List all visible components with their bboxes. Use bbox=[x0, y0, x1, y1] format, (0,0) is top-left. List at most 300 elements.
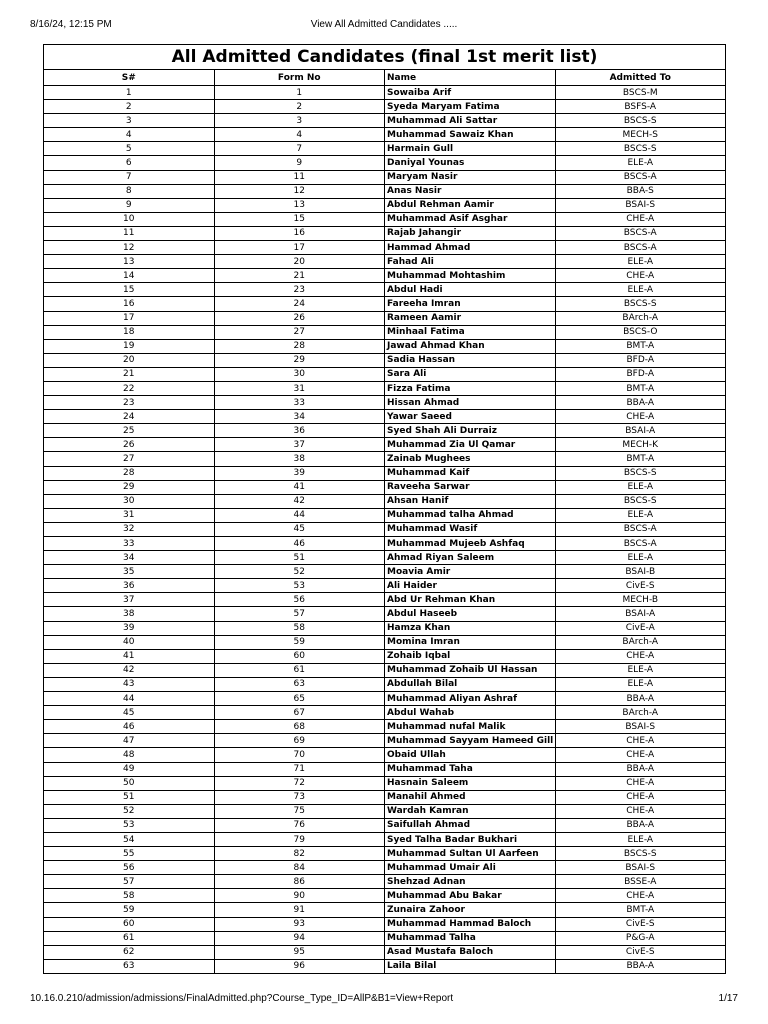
table-row bbox=[44, 959, 726, 973]
serial-cell: 42 bbox=[44, 663, 215, 677]
form-no-cell: 16 bbox=[214, 226, 385, 240]
serial-cell: 10 bbox=[44, 212, 215, 226]
column-header-serial: S# bbox=[44, 70, 215, 86]
table-row bbox=[44, 706, 726, 720]
table-body bbox=[44, 86, 726, 974]
form-no-cell: 76 bbox=[214, 818, 385, 832]
name-cell: Sara Ali bbox=[385, 367, 556, 381]
form-no-cell: 4 bbox=[214, 128, 385, 142]
serial-cell: 60 bbox=[44, 917, 215, 931]
admitted-to-cell: ELE-A bbox=[555, 663, 726, 677]
table-row bbox=[44, 762, 726, 776]
admitted-to-cell: BBA-A bbox=[555, 692, 726, 706]
name-cell: Maryam Nasir bbox=[385, 170, 556, 184]
admitted-to-cell: CHE-A bbox=[555, 734, 726, 748]
name-cell: Rameen Aamir bbox=[385, 311, 556, 325]
column-header-form-no: Form No bbox=[214, 70, 385, 86]
table-row bbox=[44, 565, 726, 579]
table-row bbox=[44, 508, 726, 522]
table-row bbox=[44, 861, 726, 875]
name-cell: Ahsan Hanif bbox=[385, 494, 556, 508]
serial-cell: 7 bbox=[44, 170, 215, 184]
table-row bbox=[44, 649, 726, 663]
name-cell: Daniyal Younas bbox=[385, 156, 556, 170]
admitted-to-cell: ELE-A bbox=[555, 255, 726, 269]
admitted-to-cell: BBA-A bbox=[555, 818, 726, 832]
name-cell: Muhammad Umair Ali bbox=[385, 861, 556, 875]
name-cell: Fizza Fatima bbox=[385, 381, 556, 395]
form-no-cell: 24 bbox=[214, 297, 385, 311]
serial-cell: 37 bbox=[44, 593, 215, 607]
column-header-admitted-to: Admitted To bbox=[555, 70, 726, 86]
table-row bbox=[44, 818, 726, 832]
form-no-cell: 75 bbox=[214, 804, 385, 818]
serial-cell: 28 bbox=[44, 466, 215, 480]
name-cell: Abdul Haseeb bbox=[385, 607, 556, 621]
table-row bbox=[44, 790, 726, 804]
admitted-to-cell: CHE-A bbox=[555, 212, 726, 226]
name-cell: Muhammad talha Ahmad bbox=[385, 508, 556, 522]
form-no-cell: 93 bbox=[214, 917, 385, 931]
admitted-to-cell: BFD-A bbox=[555, 367, 726, 381]
admitted-to-cell: BSCS-S bbox=[555, 466, 726, 480]
serial-cell: 5 bbox=[44, 142, 215, 156]
admitted-candidates-report bbox=[43, 44, 726, 974]
admitted-to-cell: CHE-A bbox=[555, 804, 726, 818]
table-row bbox=[44, 931, 726, 945]
name-cell: Syeda Maryam Fatima bbox=[385, 100, 556, 114]
form-no-cell: 34 bbox=[214, 410, 385, 424]
table-row bbox=[44, 170, 726, 184]
form-no-cell: 2 bbox=[214, 100, 385, 114]
serial-cell: 56 bbox=[44, 861, 215, 875]
name-cell: Fahad Ali bbox=[385, 255, 556, 269]
form-no-cell: 21 bbox=[214, 269, 385, 283]
name-cell: Anas Nasir bbox=[385, 184, 556, 198]
admitted-to-cell: BSAI-A bbox=[555, 424, 726, 438]
table-row bbox=[44, 551, 726, 565]
form-no-cell: 58 bbox=[214, 621, 385, 635]
form-no-cell: 3 bbox=[214, 114, 385, 128]
admitted-to-cell: CHE-A bbox=[555, 410, 726, 424]
name-cell: Shehzad Adnan bbox=[385, 875, 556, 889]
serial-cell: 41 bbox=[44, 649, 215, 663]
table-row bbox=[44, 156, 726, 170]
form-no-cell: 63 bbox=[214, 677, 385, 691]
serial-cell: 8 bbox=[44, 184, 215, 198]
serial-cell: 2 bbox=[44, 100, 215, 114]
table-row bbox=[44, 226, 726, 240]
admitted-to-cell: BArch-A bbox=[555, 635, 726, 649]
table-row bbox=[44, 311, 726, 325]
form-no-cell: 23 bbox=[214, 283, 385, 297]
serial-cell: 38 bbox=[44, 607, 215, 621]
candidates-table bbox=[43, 44, 726, 974]
admitted-to-cell: MECH-B bbox=[555, 593, 726, 607]
admitted-to-cell: BSAI-S bbox=[555, 861, 726, 875]
admitted-to-cell: ELE-A bbox=[555, 832, 726, 846]
form-no-cell: 11 bbox=[214, 170, 385, 184]
serial-cell: 9 bbox=[44, 198, 215, 212]
table-row bbox=[44, 494, 726, 508]
serial-cell: 29 bbox=[44, 480, 215, 494]
name-cell: Fareeha Imran bbox=[385, 297, 556, 311]
form-no-cell: 68 bbox=[214, 720, 385, 734]
admitted-to-cell: CHE-A bbox=[555, 649, 726, 663]
serial-cell: 4 bbox=[44, 128, 215, 142]
table-row bbox=[44, 339, 726, 353]
admitted-to-cell: BSAI-S bbox=[555, 720, 726, 734]
form-no-cell: 65 bbox=[214, 692, 385, 706]
name-cell: Muhammad Wasif bbox=[385, 522, 556, 536]
table-row bbox=[44, 283, 726, 297]
serial-cell: 59 bbox=[44, 903, 215, 917]
admitted-to-cell: ELE-A bbox=[555, 156, 726, 170]
table-row bbox=[44, 367, 726, 381]
admitted-to-cell: BBA-S bbox=[555, 184, 726, 198]
name-cell: Abdullah Bilal bbox=[385, 677, 556, 691]
form-no-cell: 33 bbox=[214, 396, 385, 410]
serial-cell: 61 bbox=[44, 931, 215, 945]
form-no-cell: 37 bbox=[214, 438, 385, 452]
admitted-to-cell: BSCS-S bbox=[555, 847, 726, 861]
serial-cell: 15 bbox=[44, 283, 215, 297]
table-row bbox=[44, 184, 726, 198]
table-row bbox=[44, 410, 726, 424]
serial-cell: 62 bbox=[44, 945, 215, 959]
admitted-to-cell: BSCS-S bbox=[555, 297, 726, 311]
name-cell: Muhammad Sawaiz Khan bbox=[385, 128, 556, 142]
name-cell: Muhammad Kaif bbox=[385, 466, 556, 480]
table-row bbox=[44, 875, 726, 889]
admitted-to-cell: BSCS-A bbox=[555, 241, 726, 255]
table-row bbox=[44, 593, 726, 607]
form-no-cell: 39 bbox=[214, 466, 385, 480]
admitted-to-cell: BSCS-A bbox=[555, 522, 726, 536]
table-row bbox=[44, 128, 726, 142]
form-no-cell: 70 bbox=[214, 748, 385, 762]
admitted-to-cell: CHE-A bbox=[555, 748, 726, 762]
admitted-to-cell: CivE-S bbox=[555, 917, 726, 931]
admitted-to-cell: BMT-A bbox=[555, 381, 726, 395]
name-cell: Zunaira Zahoor bbox=[385, 903, 556, 917]
table-row bbox=[44, 903, 726, 917]
admitted-to-cell: BArch-A bbox=[555, 706, 726, 720]
serial-cell: 20 bbox=[44, 353, 215, 367]
name-cell: Abdul Hadi bbox=[385, 283, 556, 297]
form-no-cell: 17 bbox=[214, 241, 385, 255]
serial-cell: 43 bbox=[44, 677, 215, 691]
name-cell: Muhammad Zohaib Ul Hassan bbox=[385, 663, 556, 677]
form-no-cell: 20 bbox=[214, 255, 385, 269]
admitted-to-cell: BBA-A bbox=[555, 762, 726, 776]
admitted-to-cell: BMT-A bbox=[555, 452, 726, 466]
print-datetime: 8/16/24, 12:15 PM bbox=[30, 19, 112, 30]
form-no-cell: 84 bbox=[214, 861, 385, 875]
form-no-cell: 51 bbox=[214, 551, 385, 565]
admitted-to-cell: BBA-A bbox=[555, 959, 726, 973]
form-no-cell: 42 bbox=[214, 494, 385, 508]
form-no-cell: 9 bbox=[214, 156, 385, 170]
admitted-to-cell: BMT-A bbox=[555, 339, 726, 353]
name-cell: Ahmad Riyan Saleem bbox=[385, 551, 556, 565]
form-no-cell: 59 bbox=[214, 635, 385, 649]
serial-cell: 13 bbox=[44, 255, 215, 269]
name-cell: Hammad Ahmad bbox=[385, 241, 556, 255]
serial-cell: 12 bbox=[44, 241, 215, 255]
admitted-to-cell: BBA-A bbox=[555, 396, 726, 410]
admitted-to-cell: BFD-A bbox=[555, 353, 726, 367]
admitted-to-cell: ELE-A bbox=[555, 508, 726, 522]
serial-cell: 55 bbox=[44, 847, 215, 861]
serial-cell: 54 bbox=[44, 832, 215, 846]
table-row bbox=[44, 114, 726, 128]
form-no-cell: 94 bbox=[214, 931, 385, 945]
form-no-cell: 73 bbox=[214, 790, 385, 804]
table-row bbox=[44, 522, 726, 536]
table-row bbox=[44, 734, 726, 748]
form-no-cell: 53 bbox=[214, 579, 385, 593]
admitted-to-cell: BArch-A bbox=[555, 311, 726, 325]
page-number: 1/17 bbox=[718, 993, 738, 1004]
serial-cell: 52 bbox=[44, 804, 215, 818]
serial-cell: 27 bbox=[44, 452, 215, 466]
form-no-cell: 15 bbox=[214, 212, 385, 226]
serial-cell: 40 bbox=[44, 635, 215, 649]
form-no-cell: 1 bbox=[214, 86, 385, 100]
admitted-to-cell: BSAI-A bbox=[555, 607, 726, 621]
name-cell: Sadia Hassan bbox=[385, 353, 556, 367]
admitted-to-cell: P&G-A bbox=[555, 931, 726, 945]
table-row bbox=[44, 241, 726, 255]
serial-cell: 45 bbox=[44, 706, 215, 720]
print-header bbox=[0, 19, 768, 33]
name-cell: Asad Mustafa Baloch bbox=[385, 945, 556, 959]
name-cell: Moavia Amir bbox=[385, 565, 556, 579]
table-row bbox=[44, 438, 726, 452]
table-row bbox=[44, 804, 726, 818]
serial-cell: 21 bbox=[44, 367, 215, 381]
column-header-name: Name bbox=[385, 70, 556, 86]
form-no-cell: 38 bbox=[214, 452, 385, 466]
name-cell: Muhammad Sayyam Hameed Gill bbox=[385, 734, 556, 748]
name-cell: Muhammad Ali Sattar bbox=[385, 114, 556, 128]
form-no-cell: 56 bbox=[214, 593, 385, 607]
table-header-row bbox=[44, 70, 726, 86]
serial-cell: 30 bbox=[44, 494, 215, 508]
form-no-cell: 13 bbox=[214, 198, 385, 212]
form-no-cell: 60 bbox=[214, 649, 385, 663]
name-cell: Muhammad Mujeeb Ashfaq bbox=[385, 537, 556, 551]
table-row bbox=[44, 889, 726, 903]
admitted-to-cell: ELE-A bbox=[555, 283, 726, 297]
table-row bbox=[44, 748, 726, 762]
admitted-to-cell: CHE-A bbox=[555, 776, 726, 790]
serial-cell: 58 bbox=[44, 889, 215, 903]
name-cell: Wardah Kamran bbox=[385, 804, 556, 818]
name-cell: Muhammad Aliyan Ashraf bbox=[385, 692, 556, 706]
form-no-cell: 36 bbox=[214, 424, 385, 438]
admitted-to-cell: BSCS-S bbox=[555, 114, 726, 128]
admitted-to-cell: MECH-K bbox=[555, 438, 726, 452]
admitted-to-cell: CHE-A bbox=[555, 790, 726, 804]
admitted-to-cell: CivE-S bbox=[555, 945, 726, 959]
table-row bbox=[44, 607, 726, 621]
name-cell: Raveeha Sarwar bbox=[385, 480, 556, 494]
table-row bbox=[44, 381, 726, 395]
table-row bbox=[44, 945, 726, 959]
serial-cell: 16 bbox=[44, 297, 215, 311]
serial-cell: 49 bbox=[44, 762, 215, 776]
admitted-to-cell: CivE-S bbox=[555, 579, 726, 593]
admitted-to-cell: ELE-A bbox=[555, 551, 726, 565]
admitted-to-cell: BSCS-O bbox=[555, 325, 726, 339]
form-no-cell: 72 bbox=[214, 776, 385, 790]
serial-cell: 46 bbox=[44, 720, 215, 734]
name-cell: Obaid Ullah bbox=[385, 748, 556, 762]
admitted-to-cell: BMT-A bbox=[555, 903, 726, 917]
name-cell: Muhammad Mohtashim bbox=[385, 269, 556, 283]
table-row bbox=[44, 776, 726, 790]
name-cell: Manahil Ahmed bbox=[385, 790, 556, 804]
serial-cell: 44 bbox=[44, 692, 215, 706]
table-row bbox=[44, 142, 726, 156]
print-page-title: View All Admitted Candidates ..... bbox=[310, 19, 458, 30]
serial-cell: 22 bbox=[44, 381, 215, 395]
table-row bbox=[44, 635, 726, 649]
serial-cell: 48 bbox=[44, 748, 215, 762]
form-no-cell: 45 bbox=[214, 522, 385, 536]
name-cell: Muhammad Sultan Ul Aarfeen bbox=[385, 847, 556, 861]
form-no-cell: 69 bbox=[214, 734, 385, 748]
name-cell: Harmain Gull bbox=[385, 142, 556, 156]
serial-cell: 50 bbox=[44, 776, 215, 790]
form-no-cell: 71 bbox=[214, 762, 385, 776]
table-row bbox=[44, 212, 726, 226]
name-cell: Jawad Ahmad Khan bbox=[385, 339, 556, 353]
form-no-cell: 95 bbox=[214, 945, 385, 959]
form-no-cell: 61 bbox=[214, 663, 385, 677]
table-row bbox=[44, 832, 726, 846]
print-footer bbox=[0, 993, 768, 1007]
name-cell: Rajab Jahangir bbox=[385, 226, 556, 240]
form-no-cell: 27 bbox=[214, 325, 385, 339]
serial-cell: 32 bbox=[44, 522, 215, 536]
serial-cell: 17 bbox=[44, 311, 215, 325]
name-cell: Syed Shah Ali Durraiz bbox=[385, 424, 556, 438]
admitted-to-cell: BSAI-B bbox=[555, 565, 726, 579]
serial-cell: 1 bbox=[44, 86, 215, 100]
serial-cell: 34 bbox=[44, 551, 215, 565]
name-cell: Muhammad Taha bbox=[385, 762, 556, 776]
serial-cell: 19 bbox=[44, 339, 215, 353]
serial-cell: 26 bbox=[44, 438, 215, 452]
admitted-to-cell: ELE-A bbox=[555, 480, 726, 494]
form-no-cell: 79 bbox=[214, 832, 385, 846]
serial-cell: 25 bbox=[44, 424, 215, 438]
name-cell: Zohaib Iqbal bbox=[385, 649, 556, 663]
admitted-to-cell: BSCS-S bbox=[555, 494, 726, 508]
form-no-cell: 90 bbox=[214, 889, 385, 903]
table-row bbox=[44, 353, 726, 367]
form-no-cell: 12 bbox=[214, 184, 385, 198]
table-row bbox=[44, 621, 726, 635]
admitted-to-cell: BSCS-S bbox=[555, 142, 726, 156]
serial-cell: 39 bbox=[44, 621, 215, 635]
table-row bbox=[44, 255, 726, 269]
name-cell: Muhammad Abu Bakar bbox=[385, 889, 556, 903]
admitted-to-cell: ELE-A bbox=[555, 677, 726, 691]
serial-cell: 57 bbox=[44, 875, 215, 889]
admitted-to-cell: CivE-A bbox=[555, 621, 726, 635]
table-row bbox=[44, 847, 726, 861]
serial-cell: 47 bbox=[44, 734, 215, 748]
table-row bbox=[44, 466, 726, 480]
form-no-cell: 26 bbox=[214, 311, 385, 325]
table-row bbox=[44, 720, 726, 734]
table-row bbox=[44, 325, 726, 339]
table-row bbox=[44, 424, 726, 438]
serial-cell: 36 bbox=[44, 579, 215, 593]
table-row bbox=[44, 396, 726, 410]
name-cell: Minhaal Fatima bbox=[385, 325, 556, 339]
name-cell: Muhammad nufal Malik bbox=[385, 720, 556, 734]
admitted-to-cell: BSCS-A bbox=[555, 226, 726, 240]
table-row bbox=[44, 452, 726, 466]
serial-cell: 11 bbox=[44, 226, 215, 240]
admitted-to-cell: BSFS-A bbox=[555, 100, 726, 114]
form-no-cell: 29 bbox=[214, 353, 385, 367]
form-no-cell: 86 bbox=[214, 875, 385, 889]
form-no-cell: 96 bbox=[214, 959, 385, 973]
name-cell: Laila Bilal bbox=[385, 959, 556, 973]
serial-cell: 53 bbox=[44, 818, 215, 832]
table-row bbox=[44, 537, 726, 551]
name-cell: Abdul Wahab bbox=[385, 706, 556, 720]
serial-cell: 33 bbox=[44, 537, 215, 551]
table-row bbox=[44, 692, 726, 706]
form-no-cell: 28 bbox=[214, 339, 385, 353]
name-cell: Hissan Ahmad bbox=[385, 396, 556, 410]
serial-cell: 6 bbox=[44, 156, 215, 170]
table-row bbox=[44, 198, 726, 212]
report-title: All Admitted Candidates (final 1st merit list) bbox=[44, 45, 726, 70]
name-cell: Zainab Mughees bbox=[385, 452, 556, 466]
form-no-cell: 91 bbox=[214, 903, 385, 917]
form-no-cell: 7 bbox=[214, 142, 385, 156]
admitted-to-cell: BSSE-A bbox=[555, 875, 726, 889]
page-url: 10.16.0.210/admission/admissions/FinalAdmitted.php?Course_Type_ID=AllP&B1=View+Report bbox=[30, 993, 454, 1004]
name-cell: Muhammad Talha bbox=[385, 931, 556, 945]
name-cell: Momina Imran bbox=[385, 635, 556, 649]
serial-cell: 3 bbox=[44, 114, 215, 128]
table-row bbox=[44, 677, 726, 691]
table-row bbox=[44, 917, 726, 931]
admitted-to-cell: MECH-S bbox=[555, 128, 726, 142]
form-no-cell: 46 bbox=[214, 537, 385, 551]
serial-cell: 63 bbox=[44, 959, 215, 973]
name-cell: Saifullah Ahmad bbox=[385, 818, 556, 832]
form-no-cell: 30 bbox=[214, 367, 385, 381]
serial-cell: 31 bbox=[44, 508, 215, 522]
serial-cell: 23 bbox=[44, 396, 215, 410]
name-cell: Muhammad Hammad Baloch bbox=[385, 917, 556, 931]
name-cell: Muhammad Asif Asghar bbox=[385, 212, 556, 226]
admitted-to-cell: BSCS-A bbox=[555, 537, 726, 551]
admitted-to-cell: CHE-A bbox=[555, 889, 726, 903]
name-cell: Abd Ur Rehman Khan bbox=[385, 593, 556, 607]
table-row bbox=[44, 297, 726, 311]
